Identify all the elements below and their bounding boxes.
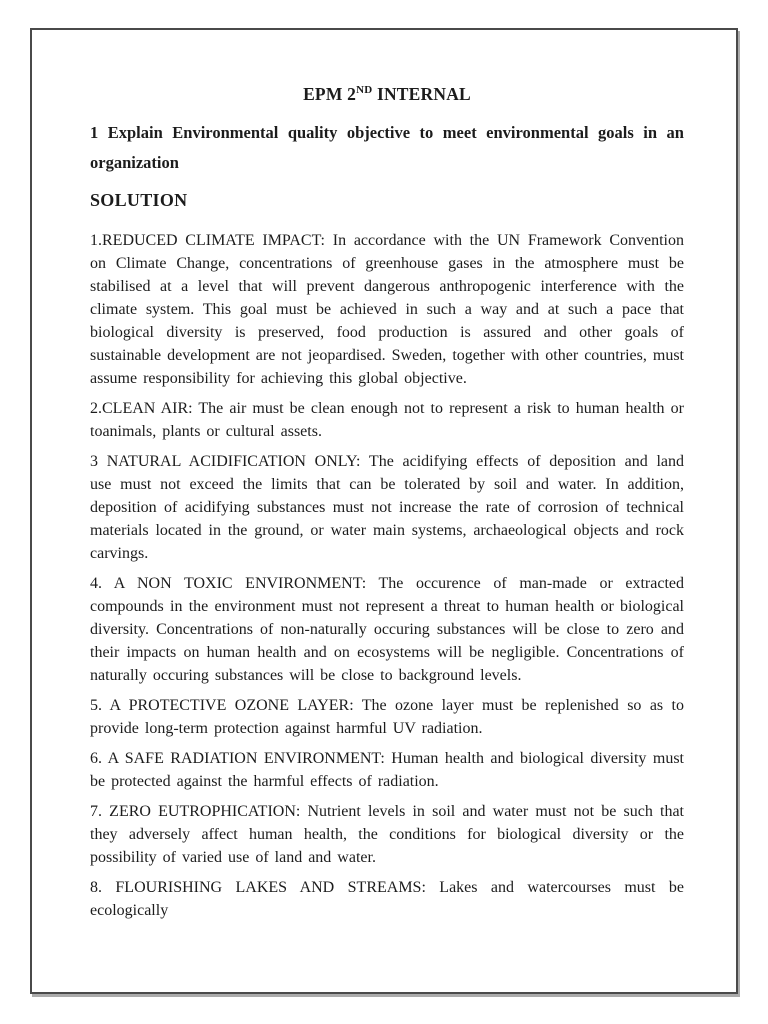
solution-paragraph-8: 8. FLOURISHING LAKES AND STREAMS: Lakes and watercourses must be ecologically (90, 879, 684, 919)
question-heading: 1 Explain Environmental quality objective to meet environmental goals in an organization (90, 123, 684, 172)
solution-paragraph-5: 5. A PROTECTIVE OZONE LAYER: The ozone layer must be replenished so as to provide long-term protection against harmful UV radiation. (90, 697, 684, 737)
page-title-suffix: INTERNAL (372, 84, 471, 104)
solution-paragraph-4: 4. A NON TOXIC ENVIRONMENT: The occurence of man-made or extracted compounds in the environment must not represent a threat to human health or biological diversity. Concentrations of non-naturally occuring substances will be close to zero and their impacts on human health and on ecosystems will be negligible. Concentrations of naturally occuring substances will be close to background levels. (90, 575, 684, 684)
solution-paragraph-7: 7. ZERO EUTROPHICATION: Nutrient levels in soil and water must not be such that they adversely affect human health, the conditions for biological diversity or the possibility of varied use of land and water. (90, 803, 684, 866)
page-title-prefix: EPM 2 (303, 84, 357, 104)
solution-paragraph-6: 6. A SAFE RADIATION ENVIRONMENT: Human health and biological diversity must be protected against the harmful effects of radiation. (90, 750, 684, 790)
page-title (90, 82, 684, 106)
solution-paragraph-3: 3 NATURAL ACIDIFICATION ONLY: The acidifying effects of deposition and land use must not exceed the limits that can be tolerated by soil and water. In addition, deposition of acidifying substances must not increase the rate of corrosion of technical materials located in the ground, or water main systems, archaeological objects and rock carvings. (90, 453, 684, 562)
page-title-superscript: ND (356, 84, 373, 97)
document-page (30, 28, 738, 994)
solution-paragraphs (90, 229, 684, 922)
solution-paragraph-1: 1.REDUCED CLIMATE IMPACT: In accordance with the UN Framework Convention on Climate Change, concentrations of greenhouse gases in the atmosphere must be stabilised at a level that will prevent dangerous anthropogenic interference with the climate system. This goal must be achieved in such a way and at such a pace that biological diversity is preserved, food production is assured and other goals of sustainable development are not jeopardised. Sweden, together with other countries, must assume responsibility for achieving this global objective. (90, 232, 684, 387)
solution-heading: SOLUTION (90, 190, 188, 210)
solution-paragraph-2: 2.CLEAN AIR: The air must be clean enough not to represent a risk to human health or toanimals, plants or cultural assets. (90, 400, 684, 440)
